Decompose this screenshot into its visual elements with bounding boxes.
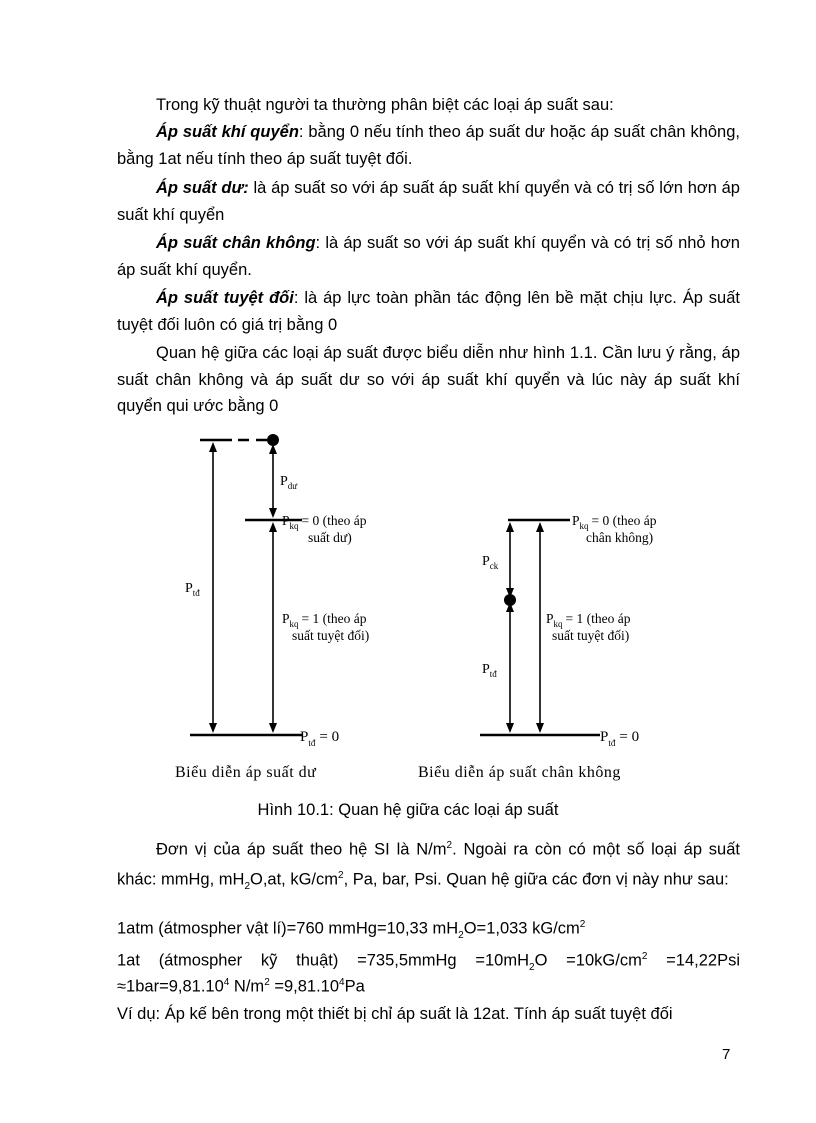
vacuum-point-marker bbox=[504, 594, 516, 606]
label-p-abs-right: $P_{tđ}$ bbox=[482, 662, 497, 679]
label-pkq0-right: $P_{kq} = 0$ (theo áp bbox=[572, 513, 657, 531]
label-p-abs: $P_{tđ}$ bbox=[185, 581, 200, 598]
paragraph-vacuum: Áp suất chân không: là áp suất so với áp suất khí quyển và có trị số nhỏ hơn áp suất khí quyển. bbox=[117, 234, 740, 279]
label-pkq1-right-line2: suất tuyệt đối) bbox=[552, 628, 630, 643]
unit-at-line: 1at (átmospher kỹ thuật) =735,5mmHg $=10mH_2O =10kG/cm^2 =14,22Psi$ bbox=[117, 951, 740, 973]
caption-gauge: Biểu diễn áp suất dư bbox=[175, 764, 317, 781]
paragraph-units: Đơn vị của áp suất theo hệ SI là $N/m^2$. Ngoài ra còn có một số loại áp suất khác: mmHg, $mH_2O,at$, $kG/cm^2$, Pa, bar, Psi. Quan hệ giữa các đơn vị này như sau: bbox=[117, 840, 740, 892]
label-pkq1-right: $P_{kq} = 1$ (theo áp bbox=[546, 611, 631, 629]
label-pkq0-right-line2: chân không) bbox=[586, 530, 654, 545]
term-gauge: Áp suất dư: bbox=[156, 179, 249, 197]
caption-vacuum: Biểu diễn áp suất chân không bbox=[418, 764, 621, 781]
paragraph-gauge: Áp suất dư: là áp suất so với áp suất áp suất khí quyển và có trị số lớn hơn áp suất khí quyển bbox=[117, 179, 740, 224]
label-pkq1-left-line2: suất tuyệt đối) bbox=[292, 628, 370, 643]
vacuum-pressure-diagram bbox=[418, 513, 657, 781]
label-base-right: $P_{tđ} = 0$ bbox=[600, 729, 640, 748]
gauge-point-marker bbox=[267, 434, 279, 446]
label-pkq0-left: $P_{kq} = 0$ (theo áp bbox=[282, 513, 367, 531]
paragraph-relation: Quan hệ giữa các loại áp suất được biểu diễn như hình 1.1. Cần lưu ý rằng, áp suất chân không và áp suất dư so với áp suất khí quyển và lúc này áp suất khí quyển qui ước bằng 0 bbox=[117, 344, 740, 415]
unit-atm-line: 1atm (átmospher vật lí)=760 mmHg=10,33 $mH_2O=1,033$ $kG/cm^2$ bbox=[117, 919, 586, 941]
label-base-left: $P_{tđ} = 0$ bbox=[300, 729, 340, 748]
gauge-pressure-diagram bbox=[175, 434, 369, 781]
label-pkq0-left-line2: suất dư) bbox=[308, 530, 352, 545]
paragraph-atmospheric: Áp suất khí quyển: bằng 0 nếu tính theo áp suất dư hoặc áp suất chân không, bằng 1at nếu tính theo áp suất tuyệt đối. bbox=[117, 123, 740, 168]
paragraph-absolute: Áp suất tuyệt đối: là áp lực toàn phần tác động lên bề mặt chịu lực. Áp suất tuyệt đối luôn có giá trị bằng 0 bbox=[117, 289, 740, 334]
label-p-gauge: $P_{dư}$ bbox=[280, 474, 298, 491]
figure-title: Hình 10.1: Quan hệ giữa các loại áp suất bbox=[257, 801, 559, 819]
unit-bar-line: $\approx 1bar=9,81.10^4$ $N/m^2 =9,81.10^4Pa$ bbox=[117, 977, 365, 996]
label-p-vacuum: $P_{ck}$ bbox=[482, 554, 499, 571]
term-atmospheric: Áp suất khí quyển bbox=[156, 123, 299, 141]
term-vacuum: Áp suất chân không bbox=[156, 234, 316, 252]
paragraph-intro: Trong kỹ thuật người ta thường phân biệt các loại áp suất sau: bbox=[156, 96, 614, 114]
example-line: Ví dụ: Áp kế bên trong một thiết bị chỉ áp suất là 12at. Tính áp suất tuyệt đối bbox=[117, 1005, 673, 1023]
label-pkq1-left: $P_{kq} = 1$ (theo áp bbox=[282, 611, 367, 629]
term-absolute: Áp suất tuyệt đối bbox=[156, 289, 294, 307]
pressure-diagram bbox=[150, 425, 680, 785]
page-number: 7 bbox=[722, 1046, 731, 1063]
